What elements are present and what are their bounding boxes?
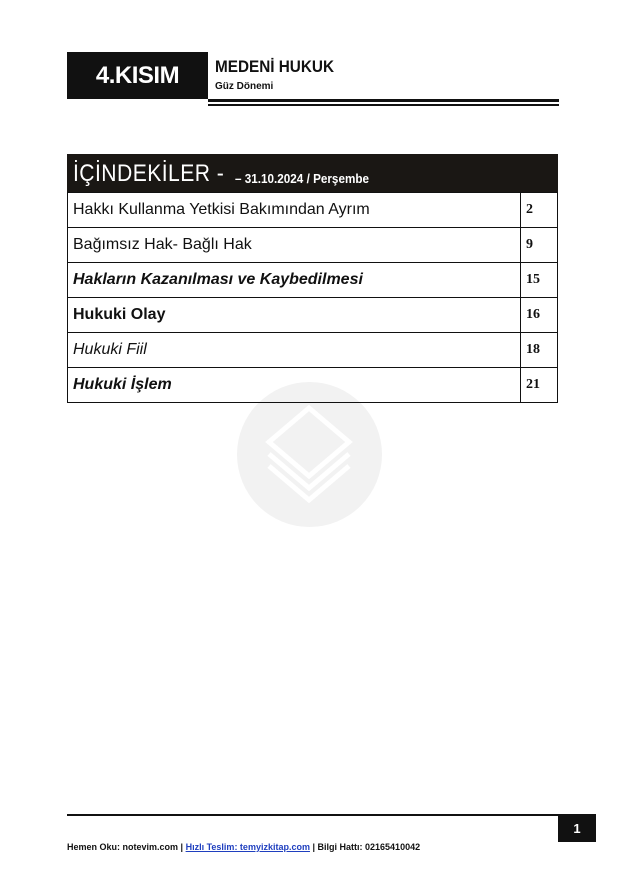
toc-row[interactable] — [68, 368, 558, 403]
footer-divider — [67, 814, 558, 816]
document-subtitle: Güz Dönemi — [215, 81, 274, 92]
footer-separator: | — [180, 842, 184, 852]
toc-row[interactable] — [68, 263, 558, 298]
toc-header — [67, 154, 558, 192]
toc-row[interactable] — [68, 228, 558, 263]
toc-entry-label: Hukuki Olay — [68, 298, 521, 333]
toc-entry-page: 15 — [521, 263, 558, 298]
watermark-logo — [237, 382, 382, 527]
toc-entry-page: 21 — [521, 368, 558, 403]
toc-entry-page: 2 — [521, 193, 558, 228]
section-label — [67, 52, 208, 99]
toc-entry-label: Hukuki Fiil — [68, 333, 521, 368]
page-number-text: 1 — [573, 820, 581, 836]
toc-entry-label: Hakların Kazanılması ve Kaybedilmesi — [68, 263, 521, 298]
toc-heading: İÇİNDEKİLER - — [73, 160, 225, 187]
toc-row[interactable] — [68, 333, 558, 368]
footer-read-link[interactable]: Hemen Oku: notevim.com — [67, 842, 179, 852]
toc-entry-label: Bağımsız Hak- Bağlı Hak — [68, 228, 521, 263]
toc-row[interactable] — [68, 298, 558, 333]
toc-entry-label: Hakkı Kullanma Yetkisi Bakımından Ayrım — [68, 193, 521, 228]
toc-entry-page: 16 — [521, 298, 558, 333]
footer-info — [67, 842, 420, 852]
toc-entry-page: 9 — [521, 228, 558, 263]
table-of-contents — [67, 154, 558, 403]
document-title: MEDENİ HUKUK — [215, 57, 335, 76]
toc-entry-label: Hukuki İşlem — [68, 368, 521, 403]
toc-row[interactable] — [68, 193, 558, 228]
toc-table — [67, 192, 558, 403]
header-divider — [208, 99, 559, 102]
header-divider-thin — [208, 104, 559, 106]
section-label-text: 4.KISIM — [95, 61, 180, 89]
footer-info-line: Bilgi Hattı: 02165410042 — [317, 842, 421, 852]
stacked-pages-icon — [237, 382, 382, 527]
footer-delivery-link[interactable]: Hızlı Teslim: temyizkitap.com — [185, 842, 310, 852]
toc-date: – 31.10.2024 / Perşembe — [234, 171, 369, 186]
toc-entry-page: 18 — [521, 333, 558, 368]
footer-separator: | — [312, 842, 316, 852]
page-number — [558, 814, 596, 842]
